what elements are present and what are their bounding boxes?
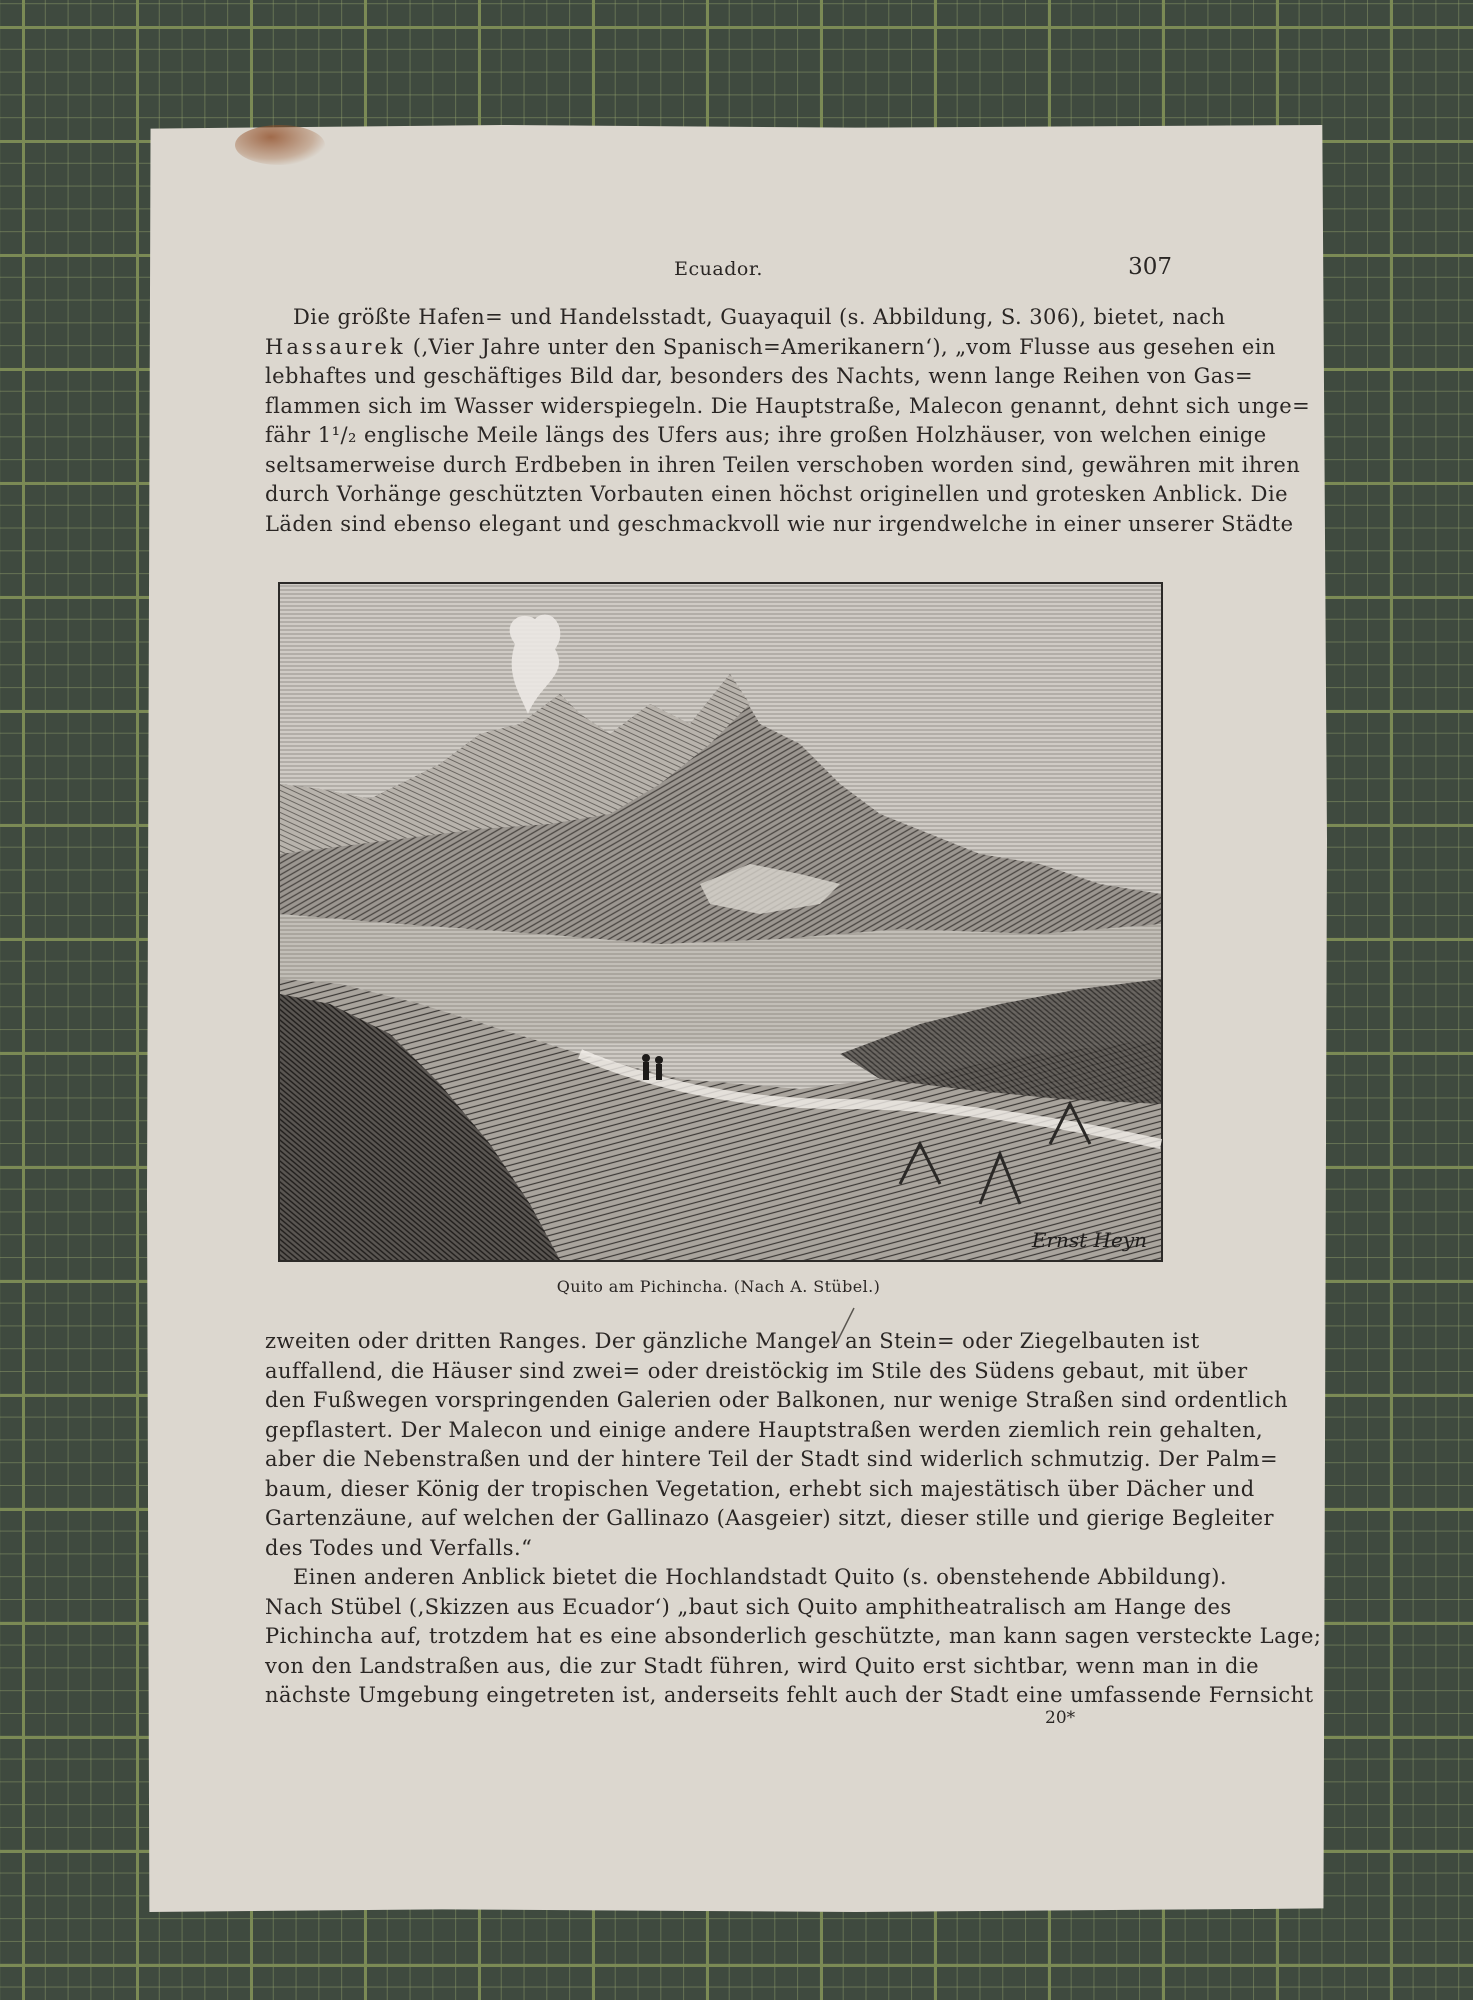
text-line: gepflastert. Der Malecon und einige andere Hauptstraßen werden ziemlich rein gehalten, <box>265 1417 1264 1442</box>
sheet-signature-mark: 20* <box>1045 1708 1076 1728</box>
paper-stain <box>235 125 325 165</box>
paragraph-quito <box>265 1563 1322 1711</box>
mountain-landscape-image <box>280 584 1161 1260</box>
page-header <box>265 254 1172 292</box>
text-line: lebhaftes und geschäftiges Bild dar, besonders des Nachts, wenn lange Reihen von Gas= <box>265 364 1254 388</box>
text-line: aber die Nebenstraßen und der hintere Teil der Stadt sind widerlich schmutzig. Der Palm= <box>265 1447 1279 1471</box>
text-line-rest: (‚Vier Jahre unter den Spanisch=Amerikanern‘), „vom Flusse aus gesehen ein <box>405 334 1276 359</box>
text-line: des Todes und Verfalls.“ <box>265 1535 533 1560</box>
text-line: baum, dieser König der tropischen Vegetation, erhebt sich majestätisch über Dächer und <box>265 1476 1255 1501</box>
text-line: Pichincha auf, trotzdem hat es eine absonderlich geschützte, man kann sagen versteckte Lage; <box>265 1624 1322 1648</box>
text-line: durch Vorhänge geschützten Vorbauten einen höchst originellen und grotesken Anblick. Die <box>265 482 1288 506</box>
text-line: zweiten oder dritten Ranges. Der gänzliche Mangel an Stein= oder Ziegelbauten ist <box>265 1329 1200 1353</box>
paragraph-guayaquil <box>265 303 1311 539</box>
engraving-quito-pichincha <box>278 582 1163 1262</box>
text-line: fähr 1¹/₂ englische Meile längs des Ufers aus; ihre großen Holzhäuser, von welchen einige <box>265 423 1267 447</box>
text-line: flammen sich im Wasser widerspiegeln. Die Hauptstraße, Malecon genannt, dehnt sich unge= <box>265 393 1311 418</box>
text-line: den Fußwegen vorspringenden Galerien oder Balkonen, nur wenige Straßen sind ordentlich <box>265 1388 1289 1412</box>
text-line: Nach Stübel (‚Skizzen aus Ecuador‘) „baut sich Quito amphitheatralisch am Hange des <box>265 1594 1232 1619</box>
text-line: Läden sind ebenso elegant und geschmackvoll wie nur irgendwelche in einer unserer Städte <box>265 511 1294 536</box>
text-line: auffallend, die Häuser sind zwei= oder dreistöckig im Stile des Südens gebaut, mit über <box>265 1358 1248 1383</box>
text-line: seltsamerweise durch Erdbeben in ihren Teilen verschoben worden sind, gewähren mit ihren <box>265 452 1301 477</box>
text-line: Die größte Hafen= und Handelsstadt, Guayaquil (s. Abbildung, S. 306), bietet, nach <box>293 305 1226 329</box>
page-number: 307 <box>1128 254 1172 280</box>
text-line <box>265 333 1276 363</box>
text-line: Einen anderen Anblick bietet die Hochlandstadt Quito (s. obenstehende Abbildung). <box>293 1565 1228 1589</box>
author-name: Hassaurek <box>265 334 406 359</box>
text-line: Gartenzäune, auf welchen der Gallinazo (Aasgeier) sitzt, dieser stille und gierige Begleiter <box>265 1506 1274 1530</box>
running-title: Ecuador. <box>674 258 763 280</box>
text-line: nächste Umgebung eingetreten ist, anderseits fehlt auch der Stadt eine umfassende Fernsicht <box>265 1683 1314 1707</box>
text-line: von den Landstraßen aus, die zur Stadt führen, wird Quito erst sichtbar, wenn man in die <box>265 1653 1259 1678</box>
paragraph-continued <box>265 1327 1289 1563</box>
figure-caption: Quito am Pichincha. (Nach A. Stübel.) <box>556 1277 881 1296</box>
artist-signature: Ernst Heyn <box>1031 1228 1147 1252</box>
